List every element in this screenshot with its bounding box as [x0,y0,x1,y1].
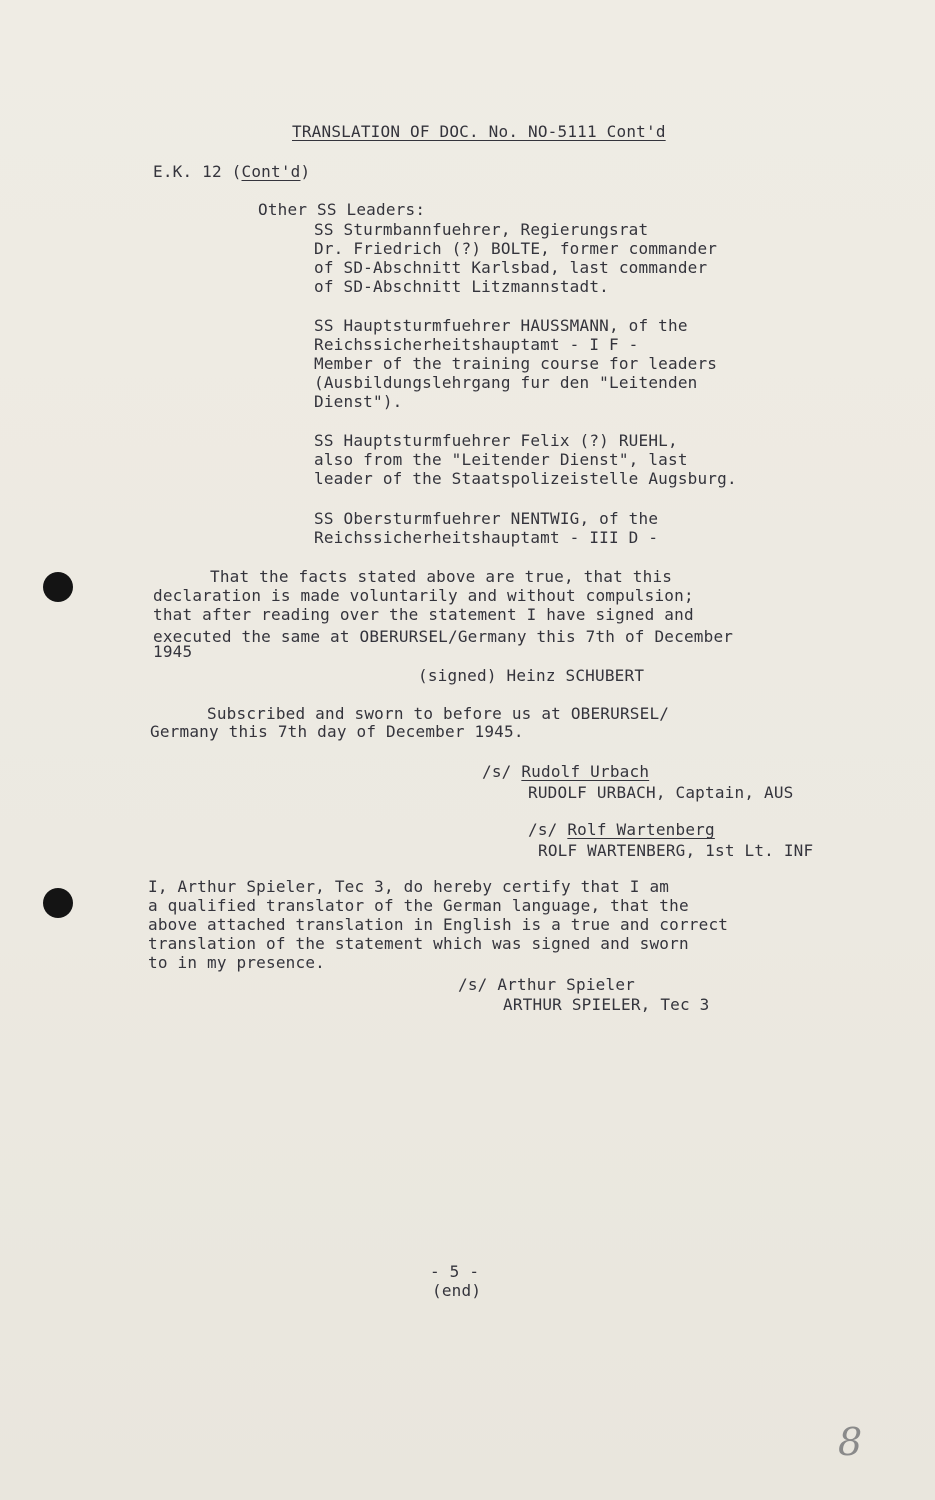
declaration-line-3: that after reading over the statement I have signed and [153,605,694,624]
signature-prefix: /s/ [482,762,522,781]
leader-entry-4-line-2: Reichssicherheitshauptamt - III D - [314,528,659,547]
leader-entry-3-line-3: leader of the Staatspolizeistelle Augsburg. [314,469,737,488]
leader-entry-2-line-4: (Ausbildungslehrgang fur den "Leitenden [314,373,698,392]
document-title: TRANSLATION OF DOC. No. NO-5111 Cont'd [292,122,666,141]
sworn-line-2: Germany this 7th day of December 1945. [150,722,524,741]
leader-entry-3-line-1: SS Hauptsturmfuehrer Felix (?) RUEHL, [314,431,678,450]
leaders-heading: Other SS Leaders: [258,200,426,219]
sworn-line-1: Subscribed and sworn to before us at OBERURSEL/ [207,704,670,723]
page-number: - 5 - [430,1262,480,1281]
leader-entry-1-line-2: Dr. Friedrich (?) BOLTE, former commander [314,239,718,258]
declaration-line-1: That the facts stated above are true, that this [210,567,673,586]
declaration-line-5: 1945 [153,642,193,661]
leader-entry-2-line-3: Member of the training course for leaders [314,354,718,373]
exhibit-prefix: E.K. 12 ( [153,162,242,181]
leader-entry-3-line-2: also from the "Leitender Dienst", last [314,450,688,469]
signature-wartenberg-title: ROLF WARTENBERG, 1st Lt. INF [538,841,814,860]
punch-hole-top [43,572,73,602]
signature-wartenberg [528,820,715,839]
certification-line-4: translation of the statement which was signed and sworn [148,934,689,953]
exhibit-suffix: ) [300,162,311,181]
end-marker: (end) [432,1281,482,1300]
signature-name: Rolf Wartenberg [567,820,715,839]
handwritten-page-mark: 8 [838,1420,863,1464]
certification-line-2: a qualified translator of the German language, that the [148,896,689,915]
certification-line-3: above attached translation in English is a true and correct [148,915,729,934]
signature-prefix: /s/ [528,820,568,839]
signature-name: Rudolf Urbach [521,762,650,781]
signature-spieler-title: ARTHUR SPIELER, Tec 3 [503,995,710,1014]
leader-entry-1-line-3: of SD-Abschnitt Karlsbad, last commander [314,258,708,277]
certification-line-5: to in my presence. [148,953,325,972]
leader-entry-2-line-1: SS Hauptsturmfuehrer HAUSSMANN, of the [314,316,688,335]
signature-spieler: /s/ Arthur Spieler [458,975,635,994]
leader-entry-1-line-1: SS Sturmbannfuehrer, Regierungsrat [314,220,649,239]
exhibit-reference [153,162,310,181]
declaration-signed: (signed) Heinz SCHUBERT [418,666,645,685]
exhibit-contd: Cont'd [241,162,301,181]
certification-line-1: I, Arthur Spieler, Tec 3, do hereby certify that I am [148,877,670,896]
leader-entry-4-line-1: SS Obersturmfuehrer NENTWIG, of the [314,509,659,528]
declaration-line-2: declaration is made voluntarily and without compulsion; [153,586,694,605]
signature-urbach-title: RUDOLF URBACH, Captain, AUS [528,783,794,802]
declaration-line-4: executed the same at OBERURSEL/Germany this 7th of December [153,627,734,646]
leader-entry-1-line-4: of SD-Abschnitt Litzmannstadt. [314,277,609,296]
leader-entry-2-line-2: Reichssicherheitshauptamt - I F - [314,335,639,354]
punch-hole-bottom [43,888,73,918]
signature-urbach [482,762,649,781]
leader-entry-2-line-5: Dienst"). [314,392,403,411]
